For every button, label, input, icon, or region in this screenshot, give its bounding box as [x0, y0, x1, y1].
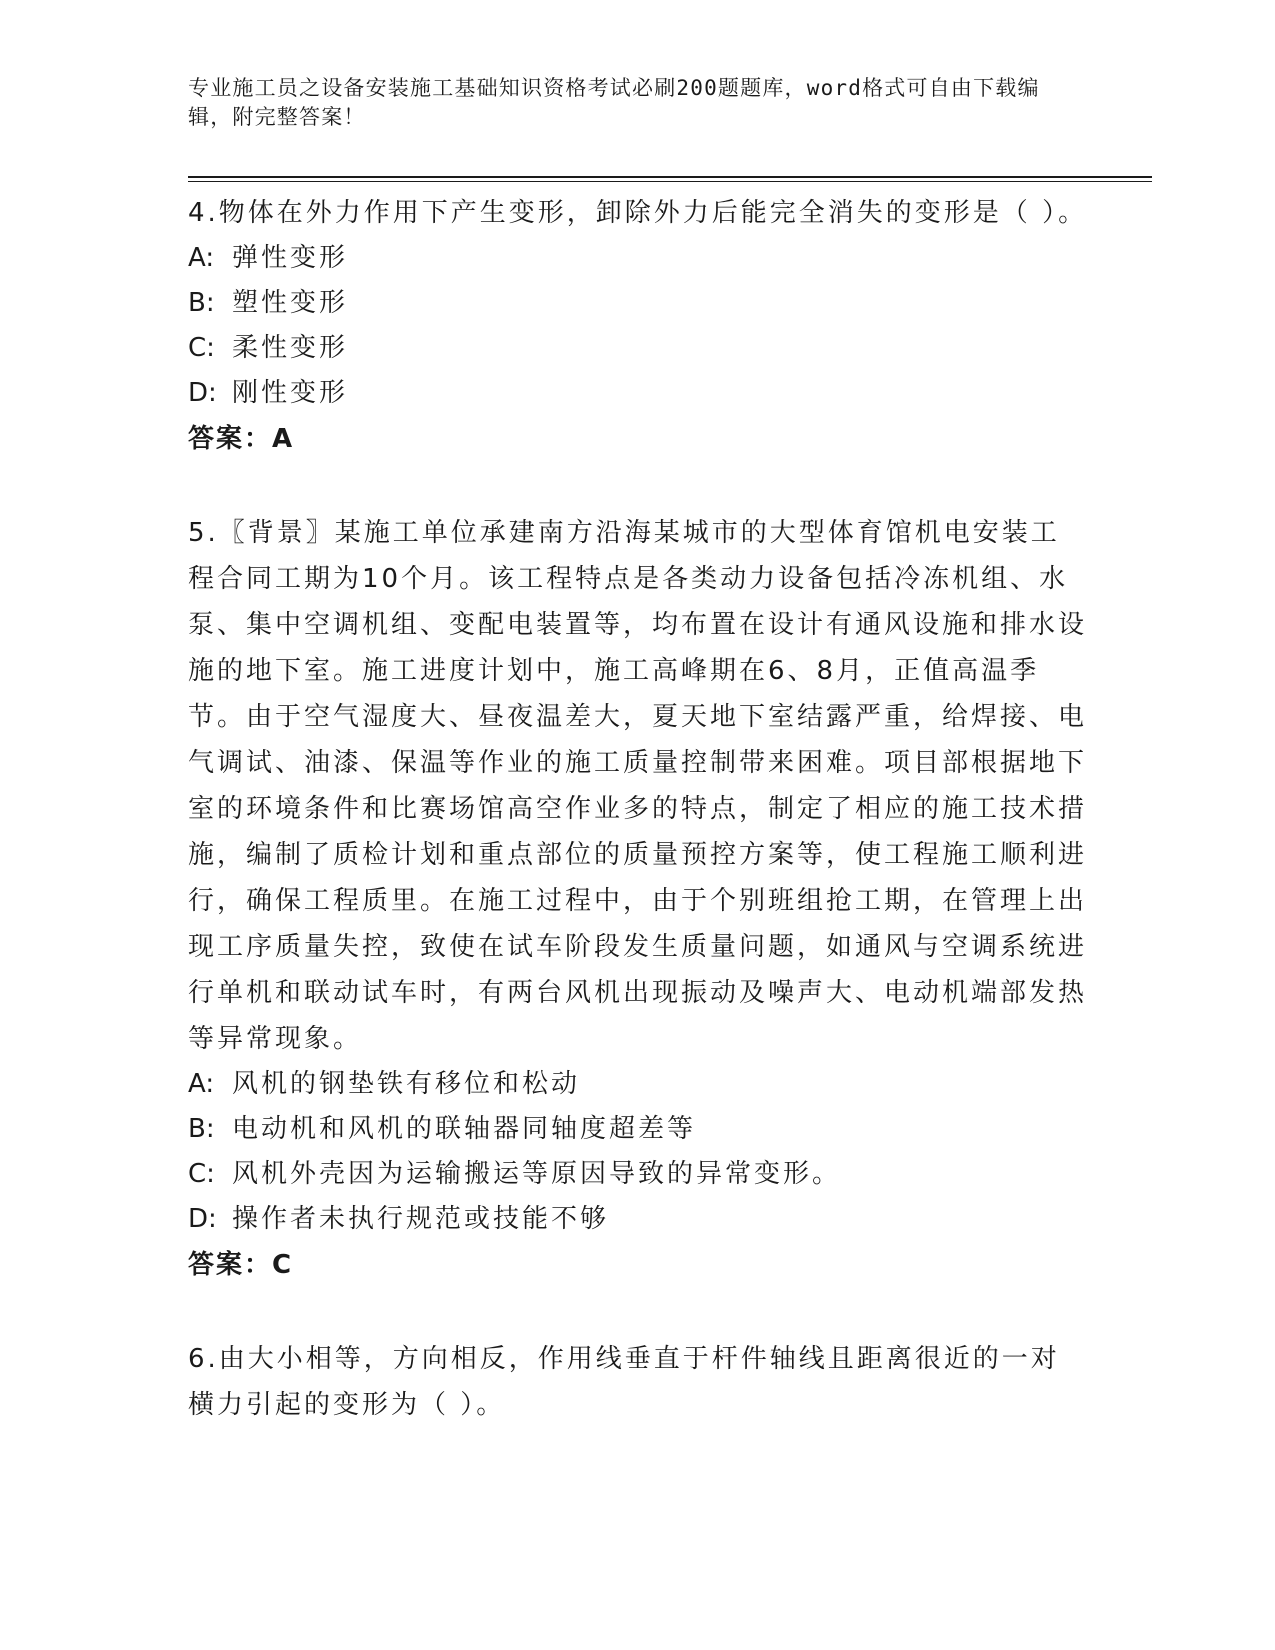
option-text: 塑性变形: [232, 288, 349, 318]
option-letter: A:: [188, 243, 215, 273]
option-text: 操作者未执行规范或技能不够: [232, 1204, 610, 1234]
option-letter: C:: [188, 1159, 215, 1189]
question-6: [188, 1336, 1088, 1428]
question-stem: 5.〖背景〗某施工单位承建南方沿海某城市的大型体育馆机电安装工程合同工期为10个月。该工程特点是各类动力设备包括冷冻机组、水泵、集中空调机组、变配电装置等，均布置在设计有通风设施和排水设施的地下室。施工进度计划中，施工高峰期在6、8月，正值高温季节。由于空气湿度大、昼夜温差大，夏天地下室结露严重，给焊接、电气调试、油漆、保温等作业的施工质量控制带来困难。项目部根据地下室的环境条件和比赛场馆高空作业多的特点，制定了相应的施工技术措施，编制了质检计划和重点部位的质量预控方案等，使工程施工顺利进行，确保工程质里。在施工过程中，由于个别班组抢工期，在管理上出现工序质量失控，致使在试车阶段发生质量问题，如通风与空调系统进行单机和联动试车时，有两台风机出现振动及噪声大、电动机端部发热等异常现象。: [188, 518, 1088, 1054]
option-letter: B:: [188, 1114, 215, 1144]
option-text: 风机外壳因为运输搬运等原因导致的异常变形。: [232, 1159, 842, 1189]
document-header: 专业施工员之设备安装施工基础知识资格考试必刷200题题库，word格式可自由下载编辑，附完整答案！: [188, 76, 1040, 129]
option-letter: D:: [188, 1204, 217, 1234]
answer-line: 答案：A: [188, 424, 295, 454]
option-a: [188, 1062, 1088, 1107]
option-d: [188, 1197, 1088, 1242]
option-letter: B:: [188, 288, 215, 318]
question-stem: 4.物体在外力作用下产生变形，卸除外力后能完全消失的变形是（ ）。: [188, 198, 1088, 228]
option-letter: C:: [188, 333, 215, 363]
answer-line: 答案：C: [188, 1250, 294, 1280]
question-stem: 6.由大小相等，方向相反，作用线垂直于杆件轴线且距离很近的一对横力引起的变形为（ ）。: [188, 1344, 1060, 1420]
option-text: 电动机和风机的联轴器同轴度超差等: [232, 1114, 697, 1144]
option-b: [188, 1107, 1088, 1152]
question-5: [188, 510, 1088, 1288]
header-rule-thick: [188, 176, 1152, 178]
question-4: [188, 190, 1088, 462]
question-list: [188, 190, 1088, 1428]
option-a: [188, 236, 1088, 281]
option-letter: D:: [188, 378, 217, 408]
option-text: 风机的钢垫铁有移位和松动: [232, 1069, 581, 1099]
option-text: 柔性变形: [232, 333, 349, 363]
header-rule-thin: [188, 181, 1152, 182]
option-text: 刚性变形: [232, 378, 349, 408]
option-c: [188, 1152, 1088, 1197]
option-text: 弹性变形: [232, 243, 349, 273]
option-d: [188, 371, 1088, 416]
option-b: [188, 281, 1088, 326]
option-c: [188, 326, 1088, 371]
option-letter: A:: [188, 1069, 215, 1099]
